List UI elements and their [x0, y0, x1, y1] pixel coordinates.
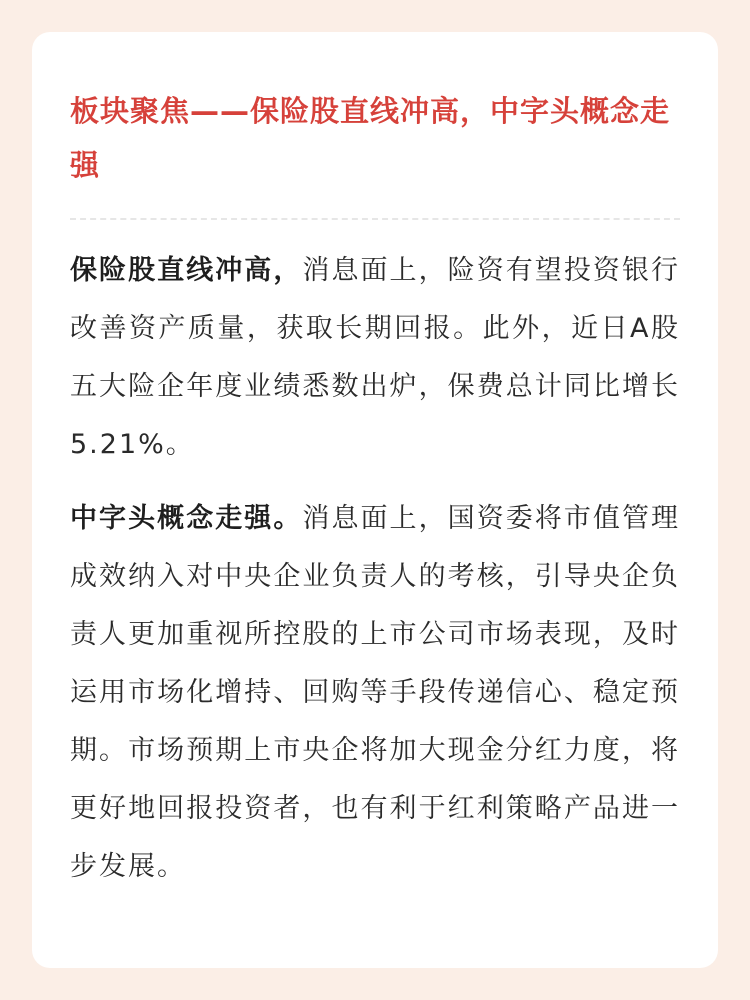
paragraph-lead: 保险股直线冲高， — [70, 255, 303, 286]
article-title: 板块聚焦——保险股直线冲高，中字头概念走强 — [70, 94, 671, 182]
paragraph-body: 消息面上，险资有望投资银行改善资产质量，获取长期回报。此外，近日A股五大险企年度业绩悉数出炉，保费总计同比增长5.21%。 — [70, 255, 681, 460]
paragraph-body: 消息面上，国资委将市值管理成效纳入对中央企业负责人的考核，引导央企负责人更加重视所控股的上市公司市场表现，及时运用市场化增持、回购等手段传递信心、稳定预期。市场预期上市央企将加大现金分红力度，将更好地回报投资者，也有利于红利策略产品进一步发展。 — [70, 503, 681, 882]
paragraph-insurance — [70, 242, 680, 474]
paragraph-state-owned — [70, 490, 680, 896]
article-card — [32, 32, 718, 968]
paragraph-lead: 中字头概念走强。 — [70, 503, 303, 534]
title-divider — [70, 218, 680, 220]
